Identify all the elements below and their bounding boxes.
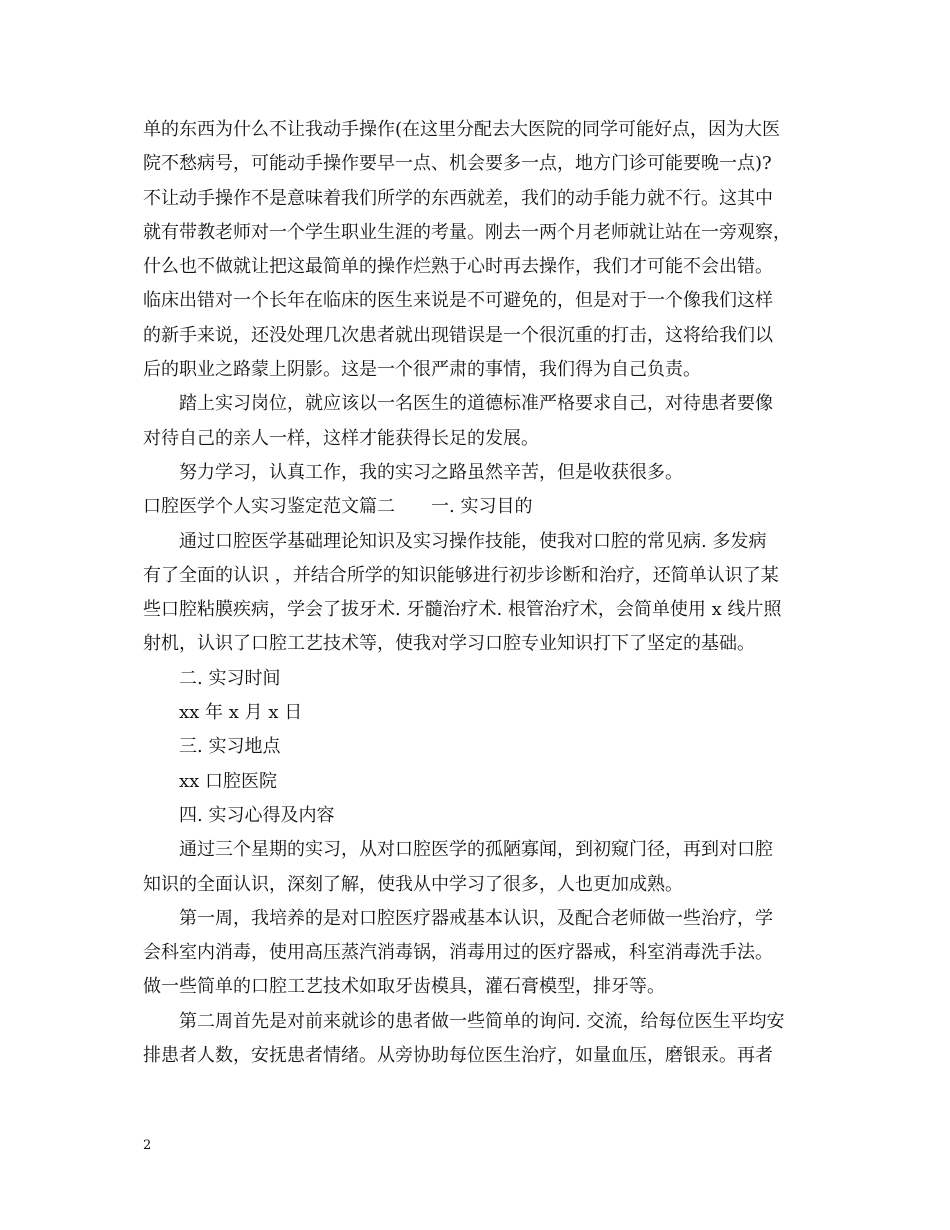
text-line: 对待自己的亲人一样，这样才能获得长足的发展。 bbox=[143, 427, 539, 449]
text-line: xx 口腔医院 bbox=[179, 770, 278, 792]
text-line: 不让动手操作不是意味着我们所学的东西就差，我们的动手能力就不行。这其中 bbox=[143, 187, 773, 209]
text-line: 三. 实习地点 bbox=[179, 736, 281, 758]
text-line: 有了全面的认识 ，并结合所学的知识能够进行初步诊断和治疗，还简单认识了某 bbox=[143, 564, 779, 586]
page-number: 2 bbox=[143, 1138, 152, 1153]
text-line: 单的东西为什么不让我动手操作(在这里分配去大医院的同学可能好点，因为大医 bbox=[143, 119, 781, 140]
text-line: 通过三个星期的实习，从对口腔医学的孤陋寡闻，到初窥门径，再到对口腔 bbox=[179, 839, 773, 861]
text-line: 四. 实习心得及内容 bbox=[179, 804, 335, 826]
text-line: 二. 实习时间 bbox=[179, 667, 281, 689]
text-line: 会科室内消毒，使用高压蒸汽消毒锅，消毒用过的医疗器戒，科室消毒洗手法。 bbox=[143, 942, 773, 964]
text-line: 临床出错对一个长年在临床的医生来说是不可避免的，但是对于一个像我们这样 bbox=[143, 290, 773, 312]
text-line: 做一些简单的口腔工艺技术如取牙齿模具，灌石膏模型，排牙等。 bbox=[143, 976, 665, 998]
text-line: 院不愁病号，可能动手操作要早一点、机会要多一点，地方门诊可能要晚一点)? bbox=[143, 153, 772, 175]
text-line: 第一周，我培养的是对口腔医疗器戒基本认识，及配合老师做一些治疗，学 bbox=[179, 907, 773, 929]
text-line: 通过口腔医学基础理论知识及实习操作技能，使我对口腔的常见病. 多发病 bbox=[179, 530, 767, 552]
text-line: 知识的全面认识，深刻了解，使我从中学习了很多，人也更加成熟。 bbox=[143, 873, 683, 895]
body-text bbox=[143, 113, 823, 1073]
text-line: xx 年 x 月 x 日 bbox=[179, 702, 303, 724]
text-line: 第二周首先是对前来就诊的患者做一些简单的询问. 交流，给每位医生平均安 bbox=[179, 1010, 785, 1032]
text-line: 的新手来说，还没处理几次患者就出现错误是一个很沉重的打击，这将给我们以 bbox=[143, 324, 773, 346]
text-line: 后的职业之路蒙上阴影。这是一个很严肃的事情，我们得为自己负责。 bbox=[143, 359, 701, 381]
text-line: 些口腔粘膜疾病，学会了拔牙术. 牙髓治疗术. 根管治疗术，会简单使用 x 线片照 bbox=[143, 599, 782, 621]
text-line: 踏上实习岗位，就应该以一名医生的道德标准严格要求自己，对待患者要像 bbox=[179, 393, 773, 415]
text-line: 口腔医学个人实习鉴定范文篇二 一. 实习目的 bbox=[143, 496, 533, 518]
text-line: 就有带教老师对一个学生职业生涯的考量。刚去一两个月老师就让站在一旁观察， bbox=[143, 221, 791, 243]
text-line: 什么也不做就让把这最简单的操作烂熟于心时再去操作，我们才可能不会出错。 bbox=[143, 256, 773, 278]
text-line: 努力学习，认真工作，我的实习之路虽然辛苦，但是收获很多。 bbox=[179, 461, 683, 483]
text-line: 排患者人数，安抚患者情绪。从旁协助每位医生治疗，如量血压，磨银汞。再者 bbox=[143, 1045, 773, 1067]
text-line: 射机，认识了口腔工艺技术等，使我对学习口腔专业知识打下了坚定的基础。 bbox=[143, 633, 755, 655]
